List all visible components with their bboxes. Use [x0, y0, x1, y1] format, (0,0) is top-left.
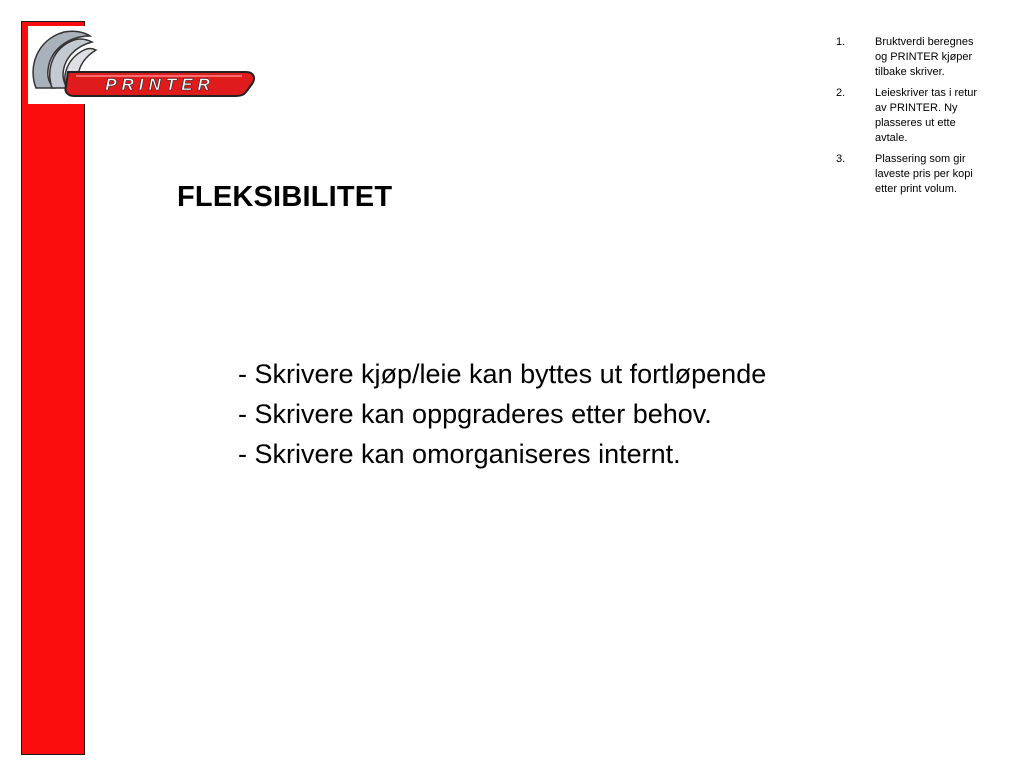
red-sidebar-bar	[21, 21, 85, 755]
logo-wordmark: PRINTER	[105, 75, 215, 94]
bullet-item: - Skrivere kjøp/leie kan byttes ut fortløpende	[238, 359, 767, 389]
note-text: Bruktverdi beregnes og PRINTER kjøper tilbake skriver.	[875, 36, 974, 78]
note-number: 1.	[836, 36, 846, 48]
note-text: Plassering som gir laveste pris per kopi etter print volum.	[875, 153, 973, 195]
note-text: Leieskriver tas i retur av PRINTER. Ny plasseres ut ette avtale.	[875, 87, 978, 144]
bullet-item: - Skrivere kan oppgraderes etter behov.	[238, 399, 712, 429]
note-item	[836, 152, 996, 197]
bullet-item: - Skrivere kan omorganiseres internt.	[238, 439, 681, 469]
note-item	[836, 35, 996, 80]
note-number: 2.	[836, 87, 846, 99]
bullet-list	[238, 354, 766, 474]
slide-title: FLEKSIBILITET	[177, 181, 393, 213]
note-item	[836, 86, 996, 146]
note-number: 3.	[836, 153, 846, 165]
printer-logo-graphic	[28, 26, 258, 106]
printer-logo	[28, 26, 258, 106]
numbered-notes-list	[836, 35, 996, 203]
